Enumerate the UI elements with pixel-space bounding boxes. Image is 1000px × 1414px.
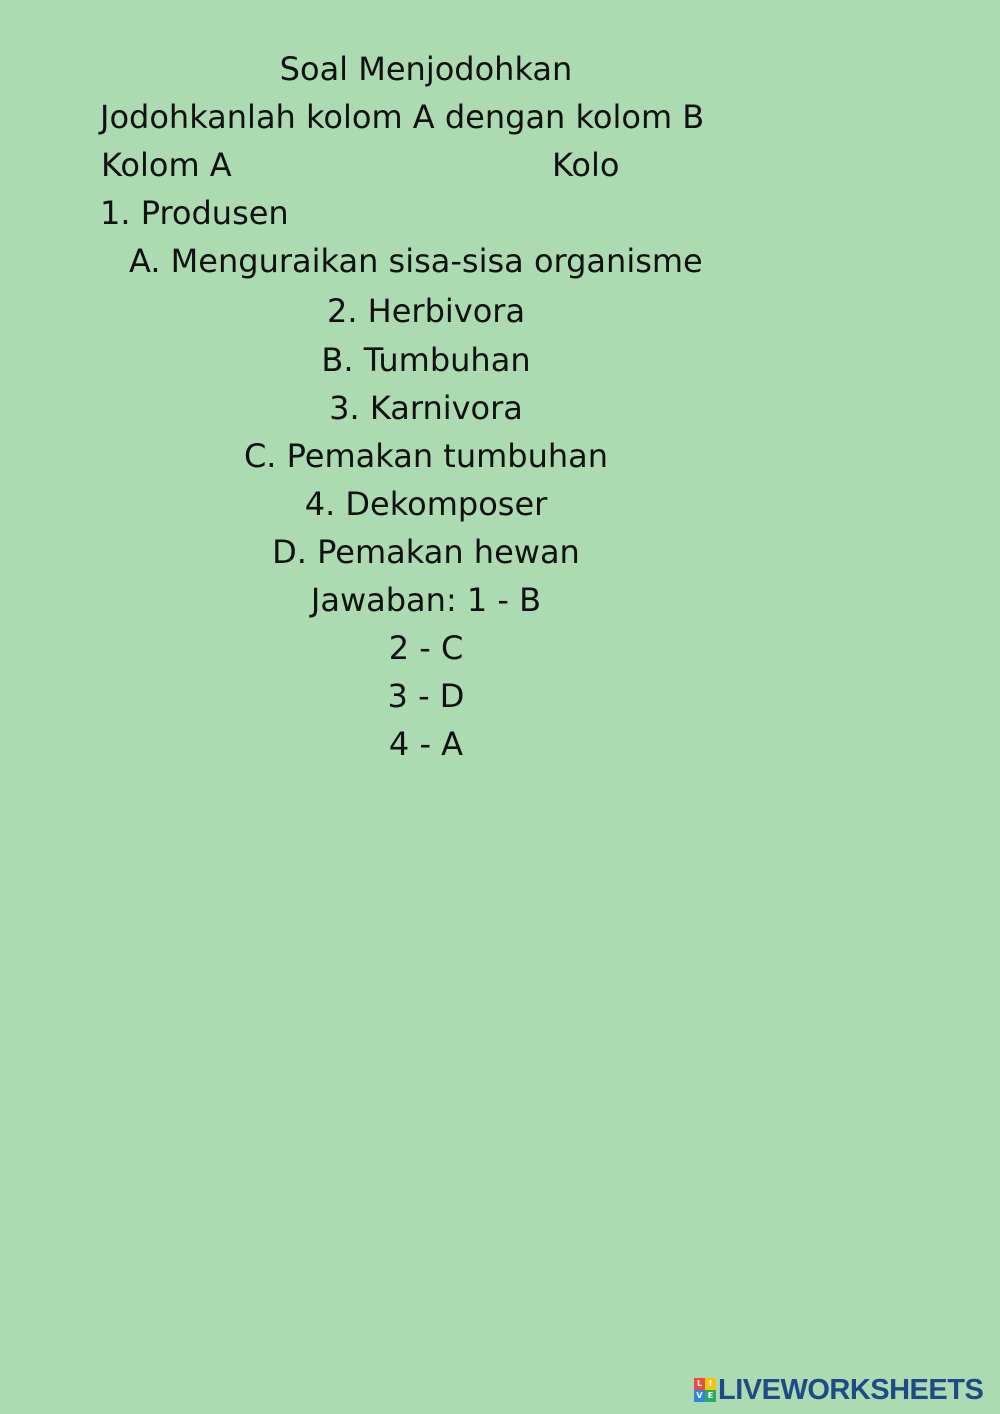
item-dekomposer: 4. Dekomposer: [304, 485, 548, 523]
answer-3: 3 - D: [387, 677, 465, 715]
option-a: A. Menguraikan sisa-sisa organisme: [129, 242, 703, 280]
option-c: C. Pemakan tumbuhan: [243, 437, 609, 475]
column-a-header: Kolom A: [101, 146, 232, 184]
item-produsen: 1. Produsen: [100, 194, 289, 232]
item-karnivora: 3. Karnivora: [329, 389, 523, 427]
column-b-header: Kolo: [552, 146, 620, 184]
instruction-text: Jodohkanlah kolom A dengan kolom B: [100, 98, 705, 136]
logo-letter-e: E: [705, 1390, 716, 1402]
option-b: B. Tumbuhan: [321, 341, 531, 379]
answer-2: 2 - C: [388, 629, 464, 667]
logo-letter-l: L: [694, 1378, 705, 1390]
liveworksheets-mark-icon: [694, 1378, 716, 1402]
answer-4: 4 - A: [388, 725, 464, 763]
option-d: D. Pemakan hewan: [272, 533, 580, 571]
logo-letter-v: V: [694, 1390, 705, 1402]
answer-label: Jawaban: 1 - B: [310, 581, 542, 619]
logo-letter-i: I: [705, 1378, 716, 1390]
item-herbivora: 2. Herbivora: [326, 292, 526, 330]
liveworksheets-logo[interactable]: [694, 1373, 984, 1406]
brand-name: LIVEWORKSHEETS: [718, 1373, 984, 1406]
worksheet-title: Soal Menjodohkan: [279, 50, 573, 88]
